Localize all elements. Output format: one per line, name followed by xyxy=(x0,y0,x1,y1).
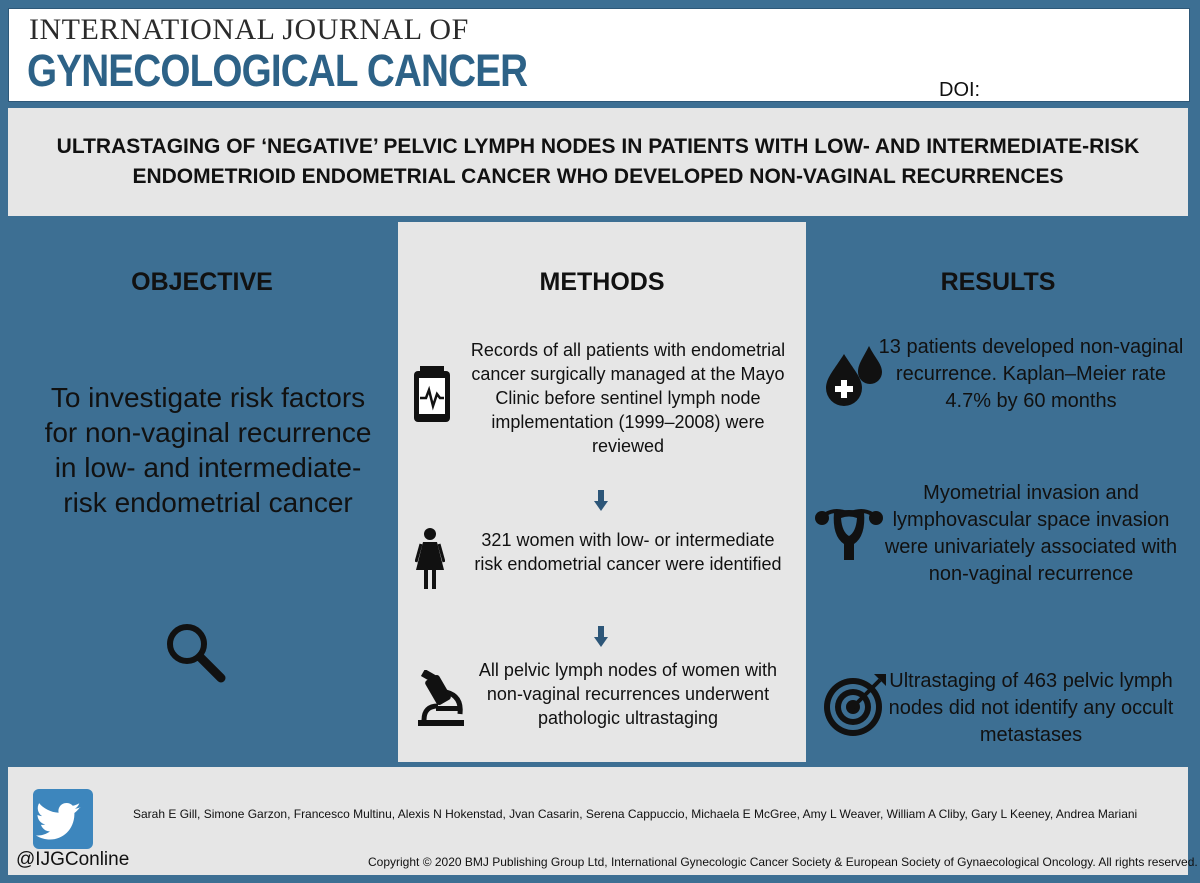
methods-heading: METHODS xyxy=(539,268,665,296)
footer xyxy=(8,767,1198,875)
woman-icon xyxy=(415,528,445,595)
method-step-2: 321 women with low- or intermediate risk endometrial cancer were identified xyxy=(474,530,782,574)
method-step-3: All pelvic lymph nodes of women with non-vaginal recurrences underwent pathologic ultrastaging xyxy=(478,660,778,728)
objective-section xyxy=(8,222,396,760)
result-3: Ultrastaging of 463 pelvic lymph nodes did not identify any occult metastases xyxy=(888,670,1174,746)
objective-heading: OBJECTIVE xyxy=(131,268,273,296)
authors-list: Sarah E Gill, Simone Garzon, Francesco Multinu, Alexis N Hokenstad, Jvan Casarin, Serena Cappuccio, Michaela E McGree, Amy L Weaver, William A Cliby, Gary L Keeney, Andrea Mariani xyxy=(133,807,1138,821)
arrow-down-icon xyxy=(594,490,608,512)
twitter-handle[interactable]: @IJGConline xyxy=(16,849,130,870)
search-icon xyxy=(163,622,233,686)
title-line1: ULTRASTAGING OF ‘NEGATIVE’ PELVIC LYMPH NODES IN PATIENTS WITH LOW- AND INTERMEDIATE-RISK xyxy=(56,135,1140,158)
copyright-notice: Copyright © 2020 BMJ Publishing Group Ltd, International Gynecologic Cancer Society & European Society of Gynaecological Oncology. All rights reserved. xyxy=(368,855,1198,869)
result-1: 13 patients developed non-vaginal recurrence. Kaplan–Meier rate 4.7% by 60 months xyxy=(878,336,1184,412)
twitter-icon[interactable] xyxy=(33,789,93,849)
method-step-1: Records of all patients with endometrial cancer surgically managed at the Mayo Clinic before sentinel lymph node implementation (1999–2008) were reviewed xyxy=(470,340,786,456)
doi-label: DOI: xyxy=(939,79,981,101)
methods-section xyxy=(398,222,806,762)
journal-name-line2: GYNECOLOGICAL CANCER xyxy=(27,45,528,96)
journal-header xyxy=(8,8,1190,102)
objective-text: To investigate risk factors for non-vaginal recurrence in low- and intermediate-risk endometrial cancer xyxy=(44,382,372,518)
monitor-icon xyxy=(412,366,452,429)
uterus-icon xyxy=(814,506,884,567)
results-heading: RESULTS xyxy=(940,268,1056,296)
page-title xyxy=(23,132,1173,192)
journal-name-line1: INTERNATIONAL JOURNAL OF xyxy=(29,13,469,46)
arrow-down-icon xyxy=(594,626,608,648)
result-2: Myometrial invasion and lymphovascular space invasion were univariately associated with non-vaginal recurrence xyxy=(884,482,1178,585)
blood-drops-icon xyxy=(824,346,882,411)
results-section xyxy=(808,222,1188,760)
microscope-icon xyxy=(416,670,468,731)
title-line2: ENDOMETRIOID ENDOMETRIAL CANCER WHO DEVELOPED NON-VAGINAL RECURRENCES xyxy=(132,165,1064,188)
title-band xyxy=(8,108,1188,216)
